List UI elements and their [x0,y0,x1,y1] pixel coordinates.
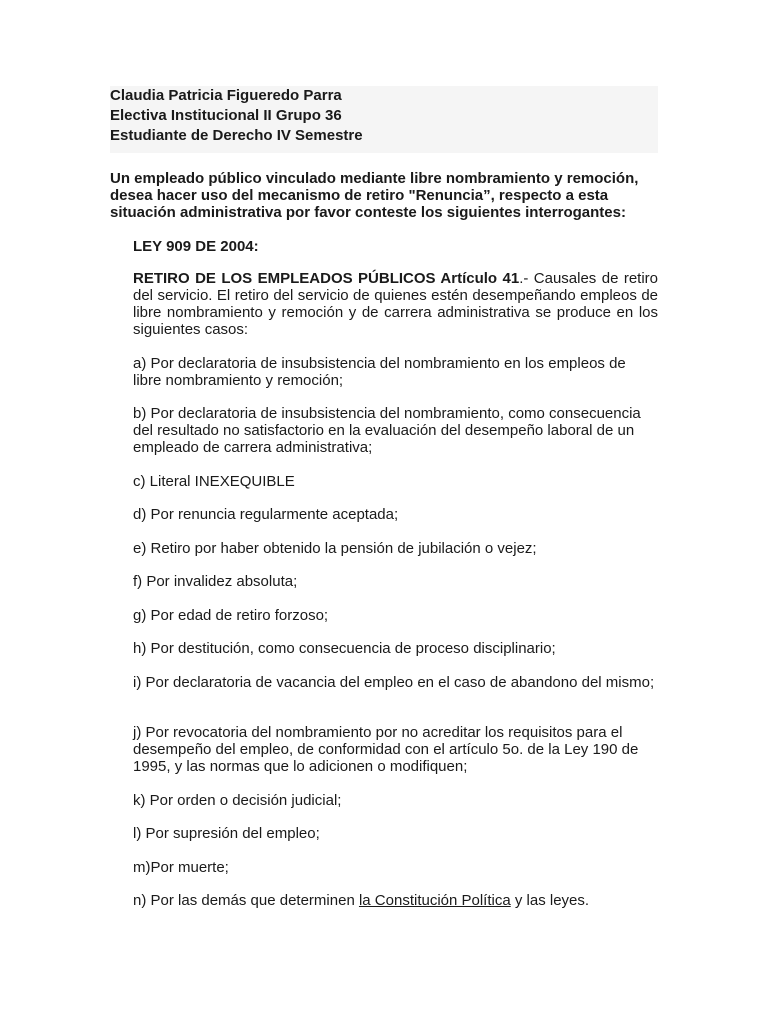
list-item-n-end: y las leyes. [510,892,590,909]
list-item-k: k) Por orden o decisión judicial; [133,792,342,809]
list-item-n-text: n) Por las demás que determinen [133,892,359,909]
list-item-d: d) Por renuncia regularmente aceptada; [133,506,399,523]
list-item-i: i) Por declaratoria de vacancia del empleo en el caso de abandono del mismo; [133,674,655,691]
list-item-e: e) Retiro por haber obtenido la pensión de jubilación o vejez; [133,540,537,557]
constitution-link[interactable]: la Constitución Política [358,892,511,909]
intro-line: desea hacer uso del mecanismo de retiro "Renuncia”, respecto a esta [110,187,609,204]
author-header [110,86,658,153]
list-item-n [133,892,658,909]
article-paragraph [133,270,658,338]
list-item-f: f) Por invalidez absoluta; [133,573,298,590]
list-item-a: a) Por declaratoria de insubsistencia del nombramiento en los empleos de libre nombramiento y remoción; [133,355,626,389]
intro-line: Un empleado público vinculado mediante libre nombramiento y remoción, [110,170,639,187]
question-intro [110,170,658,221]
intro-line: situación administrativa por favor conteste los siguientes interrogantes: [110,204,626,221]
course-info: Electiva Institucional II Grupo 36 [110,107,342,124]
author-name: Claudia Patricia Figueredo Parra [110,87,342,104]
article-heading: RETIRO DE LOS EMPLEADOS PÚBLICOS Artículo 41 [133,270,520,287]
article-text: .- Causales de retiro del servicio. El retiro del servicio de quienes estén desempeñando empleos de libre nombramiento y remoción y de carrera administrativa se produce en los siguientes casos: [133,270,659,338]
list-item-c: c) Literal INEXEQUIBLE [133,473,295,490]
list-item-b: b) Por declaratoria de insubsistencia del nombramiento, como consecuencia del resultado no satisfactorio en la evaluación del desempeño laboral de un empleado de carrera administrativa; [133,405,641,456]
list-item-h: h) Por destitución, como consecuencia de proceso disciplinario; [133,640,556,657]
list-item-g: g) Por edad de retiro forzoso; [133,607,329,624]
list-item-j: j) Por revocatoria del nombramiento por no acreditar los requisitos para el desempeño del empleo, de conformidad con el artículo 5o. de la Ley 190 de 1995, y las normas que lo adicionen o modifiquen; [133,724,639,775]
law-title: LEY 909 DE 2004: [133,238,259,255]
list-item-l: l) Por supresión del empleo; [133,825,320,842]
list-item-m: m)Por muerte; [133,859,229,876]
student-info: Estudiante de Derecho IV Semestre [110,127,363,144]
